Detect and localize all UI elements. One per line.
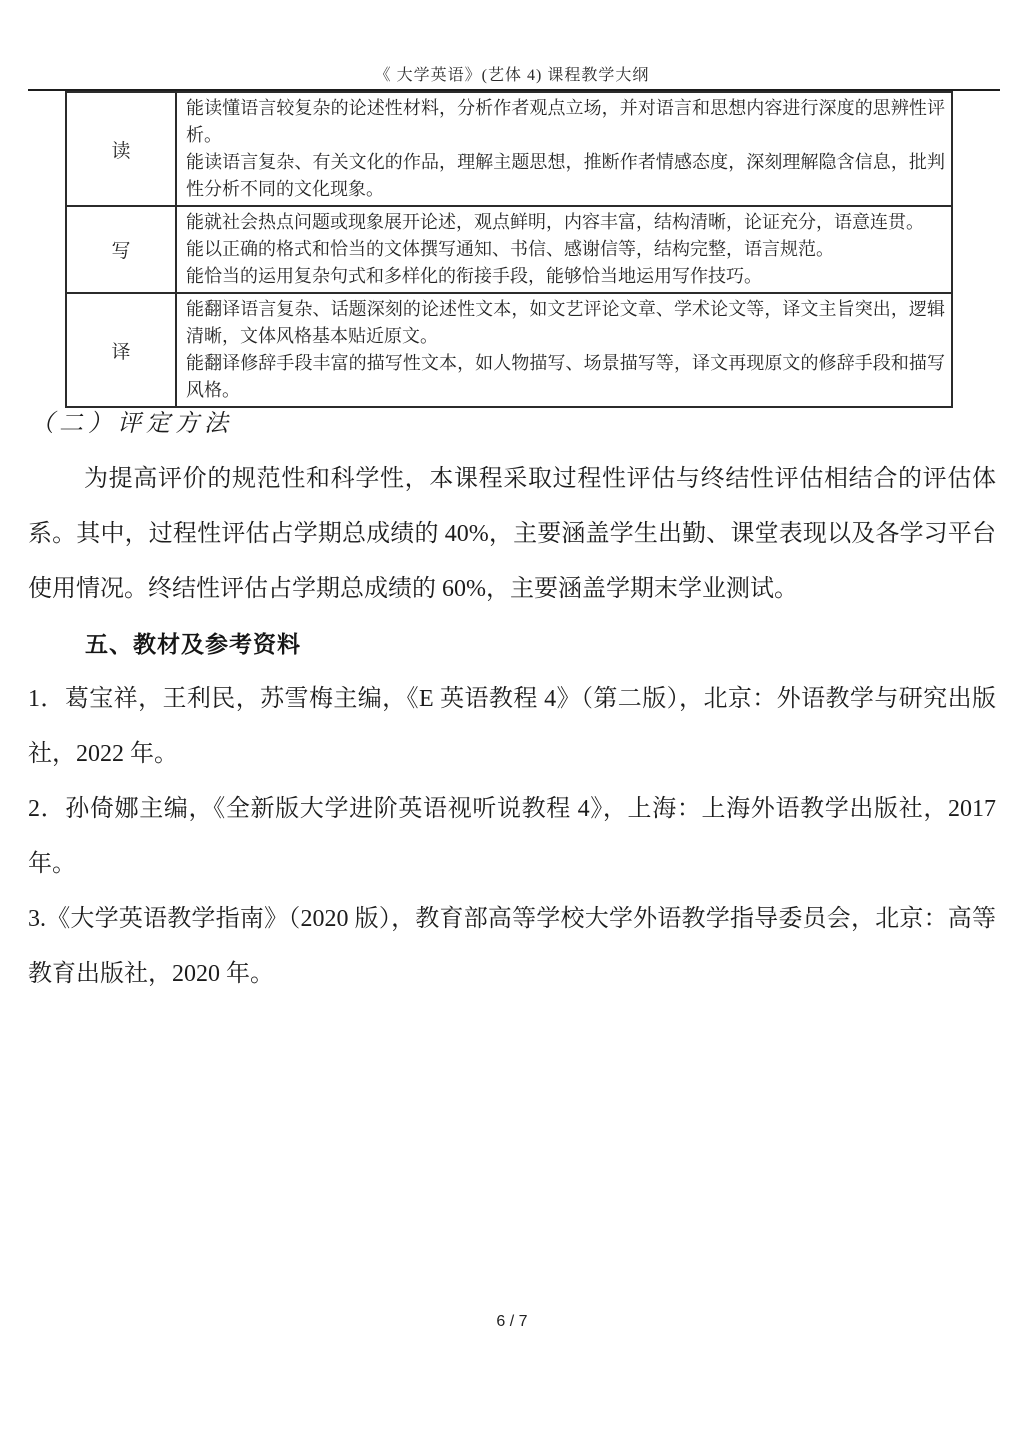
skill-description: 能恰当的运用复杂句式和多样化的衔接手段，能够恰当地运用写作技巧。 [186, 266, 762, 286]
skills-table [65, 91, 953, 408]
row-label-reading: 读 [66, 92, 176, 206]
document-title: 《 大学英语》(艺体 4) 课程教学大纲 [374, 67, 650, 84]
row-content-translation [176, 293, 952, 407]
table-row-translation [66, 293, 952, 407]
section-heading-evaluation: （二）评定方法 [30, 411, 233, 437]
main-text-flow [28, 452, 996, 1002]
evaluation-paragraph: 为提高评价的规范性和科学性，本课程采取过程性评估与终结性评估相结合的评估体系。其中，过程性评估占学期总成绩的 40%，主要涵盖学生出勤、课堂表现以及各学习平台使用情况。终结性评估占学期总成绩的 60%，主要涵盖学期末学业测试。 [28, 466, 996, 602]
skill-description: 能就社会热点问题或现象展开论述，观点鲜明，内容丰富，结构清晰，论证充分，语意连贯。 [186, 212, 924, 232]
skill-description: 能翻译修辞手段丰富的描写性文本，如人物描写、场景描写等，译文再现原文的修辞手段和描写风格。 [186, 353, 945, 400]
table-row-writing [66, 206, 952, 293]
row-label-writing: 写 [66, 206, 176, 293]
row-content-reading [176, 92, 952, 206]
skill-description: 能读懂语言较复杂的论述性材料，分析作者观点立场，并对语言和思想内容进行深度的思辨性评析。 [186, 98, 945, 145]
table-row-reading [66, 92, 952, 206]
row-content-writing [176, 206, 952, 293]
page-number: 6 / 7 [496, 1313, 528, 1330]
skill-description: 能读语言复杂、有关文化的作品，理解主题思想，推断作者情感态度，深刻理解隐含信息，批判性分析不同的文化现象。 [186, 152, 945, 199]
reference-item-3: 3.《大学英语教学指南》（2020 版），教育部高等学校大学外语教学指导委员会，北京：高等教育出版社，2020 年。 [28, 906, 996, 987]
section-heading-materials: 五、教材及参考资料 [85, 631, 301, 657]
row-label-translation: 译 [66, 293, 176, 407]
page-footer [0, 1313, 1024, 1331]
reference-item-2: 2．孙倚娜主编，《全新版大学进阶英语视听说教程 4》，上海：上海外语教学出版社，2017 年。 [28, 796, 996, 877]
reference-item-1: 1．葛宝祥，王利民，苏雪梅主编，《E 英语教程 4》（第二版），北京：外语教学与研究出版社，2022 年。 [28, 686, 996, 767]
skill-description: 能以正确的格式和恰当的文体撰写通知、书信、感谢信等，结构完整，语言规范。 [186, 239, 834, 259]
page-header [0, 62, 1024, 85]
skill-description: 能翻译语言复杂、话题深刻的论述性文本，如文艺评论文章、学术论文等，译文主旨突出，逻辑清晰，文体风格基本贴近原文。 [186, 299, 945, 346]
